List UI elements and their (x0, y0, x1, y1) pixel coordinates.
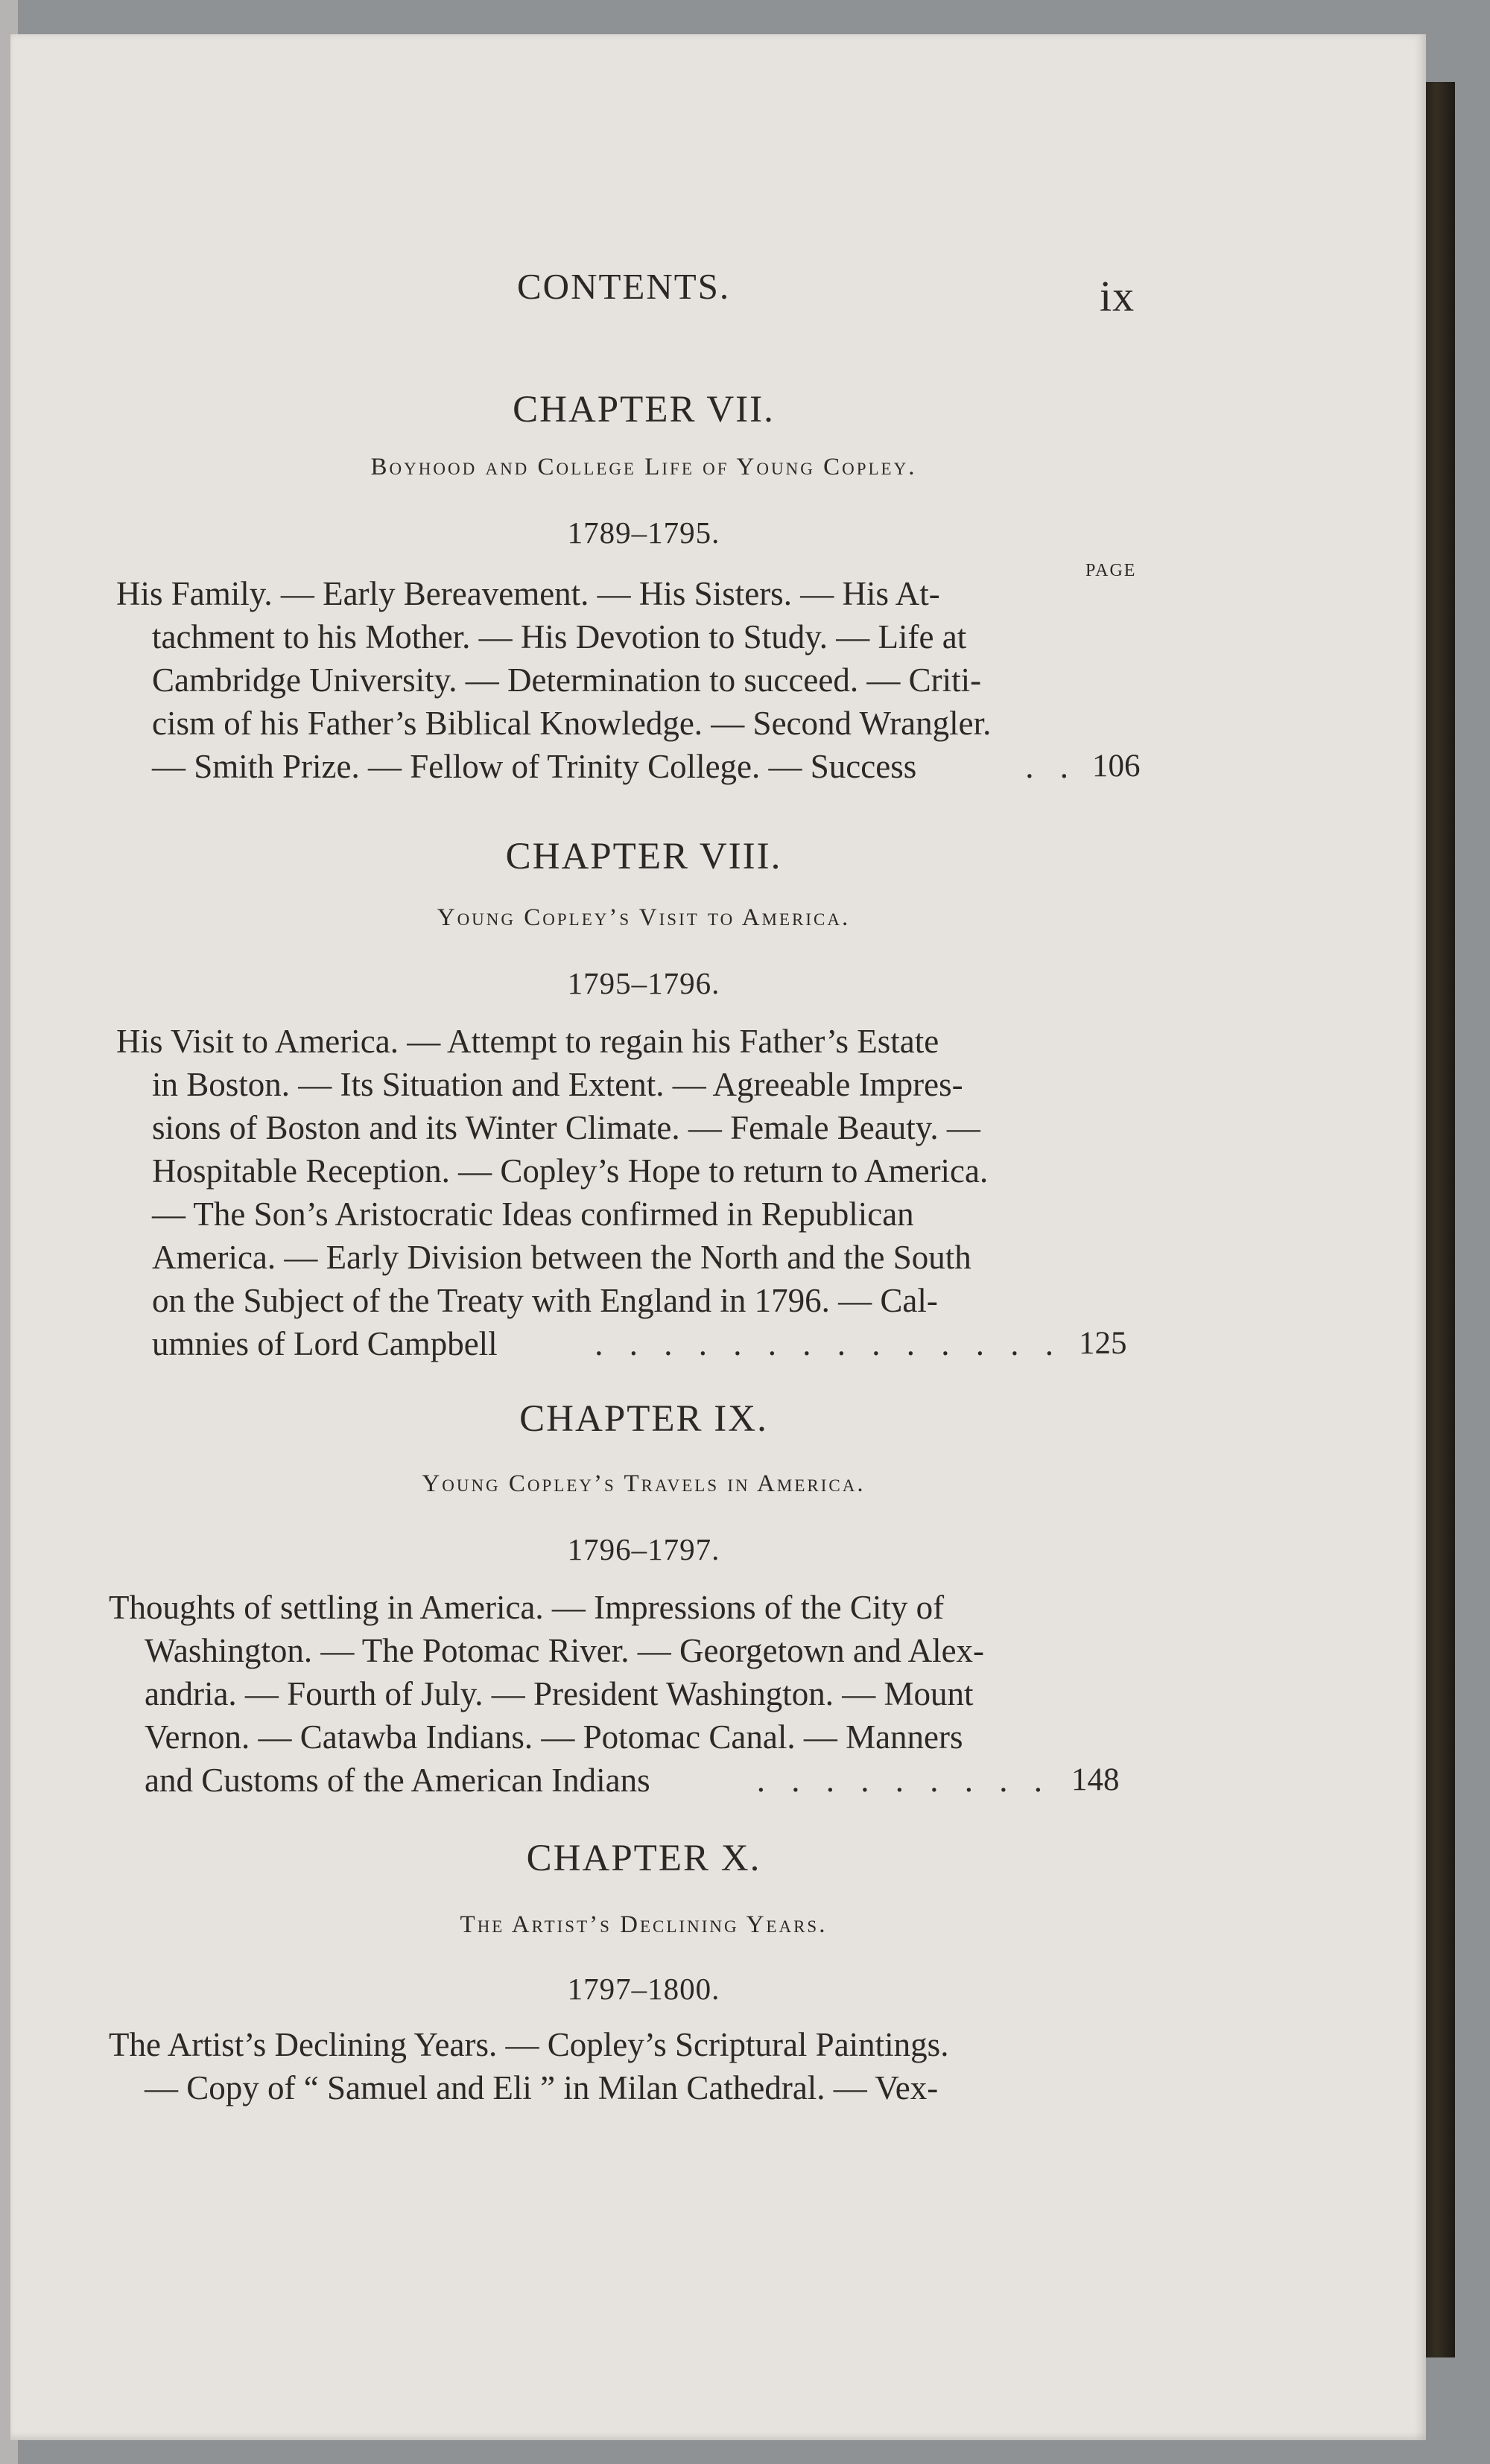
synopsis-line: sions of Boston and its Winter Climate. — Female Beauty. — (152, 1109, 980, 1146)
chapter-synopsis (109, 1586, 1120, 1802)
synopsis-line: His Family. — Early Bereavement. — His Sisters. — His At- (116, 575, 940, 612)
synopsis-line: Vernon. — Catawba Indians. — Potomac Canal. — Manners (145, 1718, 963, 1756)
chapter-synopsis (116, 1020, 1127, 1365)
chapter-years: 1789–1795. (567, 515, 720, 550)
chapter-synopsis (116, 572, 1141, 788)
chapter-subtitle: The Artist’s Declining Years. (460, 1911, 828, 1938)
synopsis-line: — Smith Prize. — Fellow of Trinity College. — Success (152, 748, 917, 785)
synopsis-line: cism of his Father’s Biblical Knowledge. — Second Wrangler. (152, 705, 992, 742)
dot-leader: . . . . . . . . . . . . . . (595, 1325, 1062, 1362)
synopsis-line: Hospitable Reception. — Copley’s Hope to return to America. (152, 1152, 989, 1190)
book-page (10, 34, 1426, 2440)
synopsis-line: The Artist’s Declining Years. — Copley’s Scriptural Paintings. (109, 2026, 949, 2063)
dot-leader: . . . . . . . . . (756, 1762, 1051, 1799)
synopsis-last-line (109, 1759, 1120, 1802)
synopsis-line: tachment to his Mother. — His Devotion to Study. — Life at (152, 618, 967, 655)
page-reference: 125 (1079, 1326, 1127, 1361)
page-column-label: PAGE (1085, 561, 1137, 580)
dot-leader: . . (1025, 748, 1077, 785)
synopsis-line: — The Son’s Aristocratic Ideas confirmed in Republican (152, 1196, 914, 1233)
synopsis-line: on the Subject of the Treaty with England in 1796. — Cal- (152, 1282, 938, 1319)
chapter-title: CHAPTER IX. (519, 1398, 768, 1440)
synopsis-line: — Copy of “ Samuel and Eli ” in Milan Cathedral. — Vex- (145, 2069, 939, 2106)
page-reference: 148 (1071, 1762, 1120, 1797)
chapter-years: 1797–1800. (567, 1972, 720, 2006)
chapter-synopsis (109, 2023, 1055, 2109)
synopsis-line: andria. — Fourth of July. — President Washington. — Mount (145, 1675, 974, 1712)
page-number: ix (1100, 272, 1135, 320)
chapter-title: CHAPTER VII. (513, 389, 775, 431)
synopsis-line: Washington. — The Potomac River. — Georgetown and Alex- (145, 1632, 985, 1669)
synopsis-line: His Visit to America. — Attempt to regain his Father’s Estate (116, 1023, 939, 1060)
chapter-subtitle: Young Copley’s Visit to America. (437, 904, 851, 931)
chapter-years: 1795–1796. (567, 966, 720, 1000)
synopsis-last-line (116, 745, 1141, 788)
synopsis-line: Thoughts of settling in America. — Impressions of the City of (109, 1589, 945, 1626)
synopsis-line: America. — Early Division between the North and the South (152, 1239, 971, 1276)
chapter-years: 1796–1797. (567, 1532, 720, 1566)
synopsis-line: and Customs of the American Indians (145, 1762, 650, 1799)
chapter-subtitle: Boyhood and College Life of Young Copley. (370, 454, 917, 480)
synopsis-line: in Boston. — Its Situation and Extent. — Agreeable Impres- (152, 1066, 963, 1103)
synopsis-line: umnies of Lord Campbell (152, 1325, 498, 1362)
chapter-title: CHAPTER X. (526, 1838, 761, 1879)
running-title: CONTENTS. (517, 266, 731, 307)
synopsis-last-line (116, 1322, 1127, 1365)
synopsis-line: Cambridge University. — Determination to succeed. — Criti- (152, 661, 982, 699)
page-reference: 106 (1092, 749, 1141, 784)
chapter-title: CHAPTER VIII. (505, 836, 782, 877)
chapter-subtitle: Young Copley’s Travels in America. (422, 1470, 866, 1497)
